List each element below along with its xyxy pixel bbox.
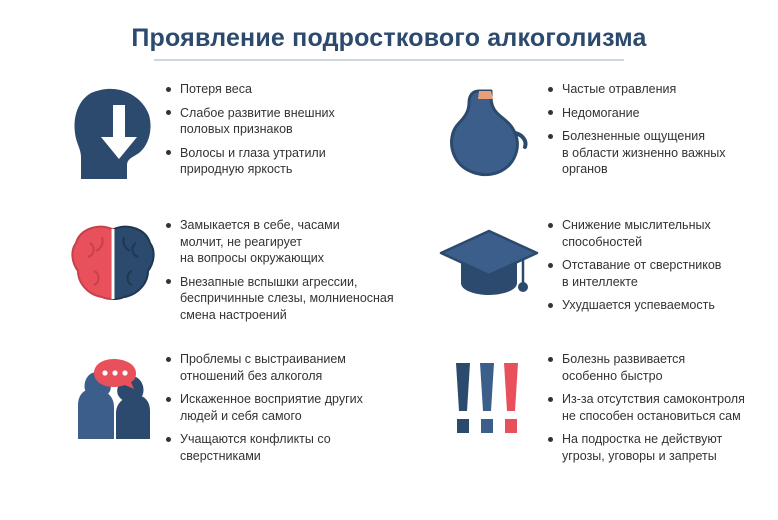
list-item: Болезнь развивается особенно быстро bbox=[548, 351, 745, 384]
list-item: Отставание от сверстников в интеллекте bbox=[548, 257, 721, 290]
section-graduation-list bbox=[548, 217, 721, 321]
section-stomach bbox=[400, 81, 778, 209]
section-stomach-list bbox=[548, 81, 725, 185]
section-brain bbox=[0, 217, 400, 347]
list-item: На подростка не действуют угрозы, уговоры и запреты bbox=[548, 431, 745, 464]
list-item: Искаженное восприятие других людей и себя самого bbox=[166, 391, 400, 424]
list-item: Внезапные вспышки агрессии, беспричинные слезы, молниеносная смена настроений bbox=[166, 274, 394, 324]
section-row-2 bbox=[0, 209, 778, 347]
title-divider bbox=[154, 59, 624, 61]
exclamation-marks-icon bbox=[430, 351, 548, 443]
brain-icon bbox=[62, 217, 166, 309]
list-item: Потеря веса bbox=[166, 81, 335, 98]
section-relationships-list bbox=[166, 351, 400, 471]
list-item: Частые отравления bbox=[548, 81, 725, 98]
stomach-icon bbox=[430, 81, 548, 185]
section-row-3 bbox=[0, 347, 778, 483]
list-item: Замыкается в себе, часами молчит, не реагирует на вопросы окружающих bbox=[166, 217, 394, 267]
list-item: Волосы и глаза утратили природную яркость bbox=[166, 145, 335, 178]
list-item: Проблемы с выстраиванием отношений без алкоголя bbox=[166, 351, 400, 384]
list-item: Ухудшается успеваемость bbox=[548, 297, 721, 314]
list-item: Учащаются конфликты со сверстниками bbox=[166, 431, 400, 464]
list-item: Слабое развитие внешних половых признаков bbox=[166, 105, 335, 138]
section-weight-loss bbox=[0, 81, 400, 209]
section-graduation bbox=[400, 217, 778, 347]
graduation-cap-icon bbox=[430, 217, 548, 305]
page-title: Проявление подросткового алкоголизма bbox=[131, 24, 647, 52]
two-heads-speech-icon bbox=[62, 351, 166, 443]
section-row-1 bbox=[0, 73, 778, 209]
section-relationships bbox=[0, 351, 400, 483]
list-item: Снижение мыслительных способностей bbox=[548, 217, 721, 250]
sections-grid bbox=[0, 73, 778, 483]
section-disease-speed bbox=[400, 351, 778, 483]
head-down-arrow-icon bbox=[62, 81, 166, 185]
list-item: Из-за отсутствия самоконтроля не способен остановиться сам bbox=[548, 391, 745, 424]
list-item: Недомогание bbox=[548, 105, 725, 122]
section-weight-loss-list bbox=[166, 81, 335, 185]
section-brain-list bbox=[166, 217, 394, 330]
section-disease-speed-list bbox=[548, 351, 745, 471]
list-item: Болезненные ощущения в области жизненно важных органов bbox=[548, 128, 725, 178]
